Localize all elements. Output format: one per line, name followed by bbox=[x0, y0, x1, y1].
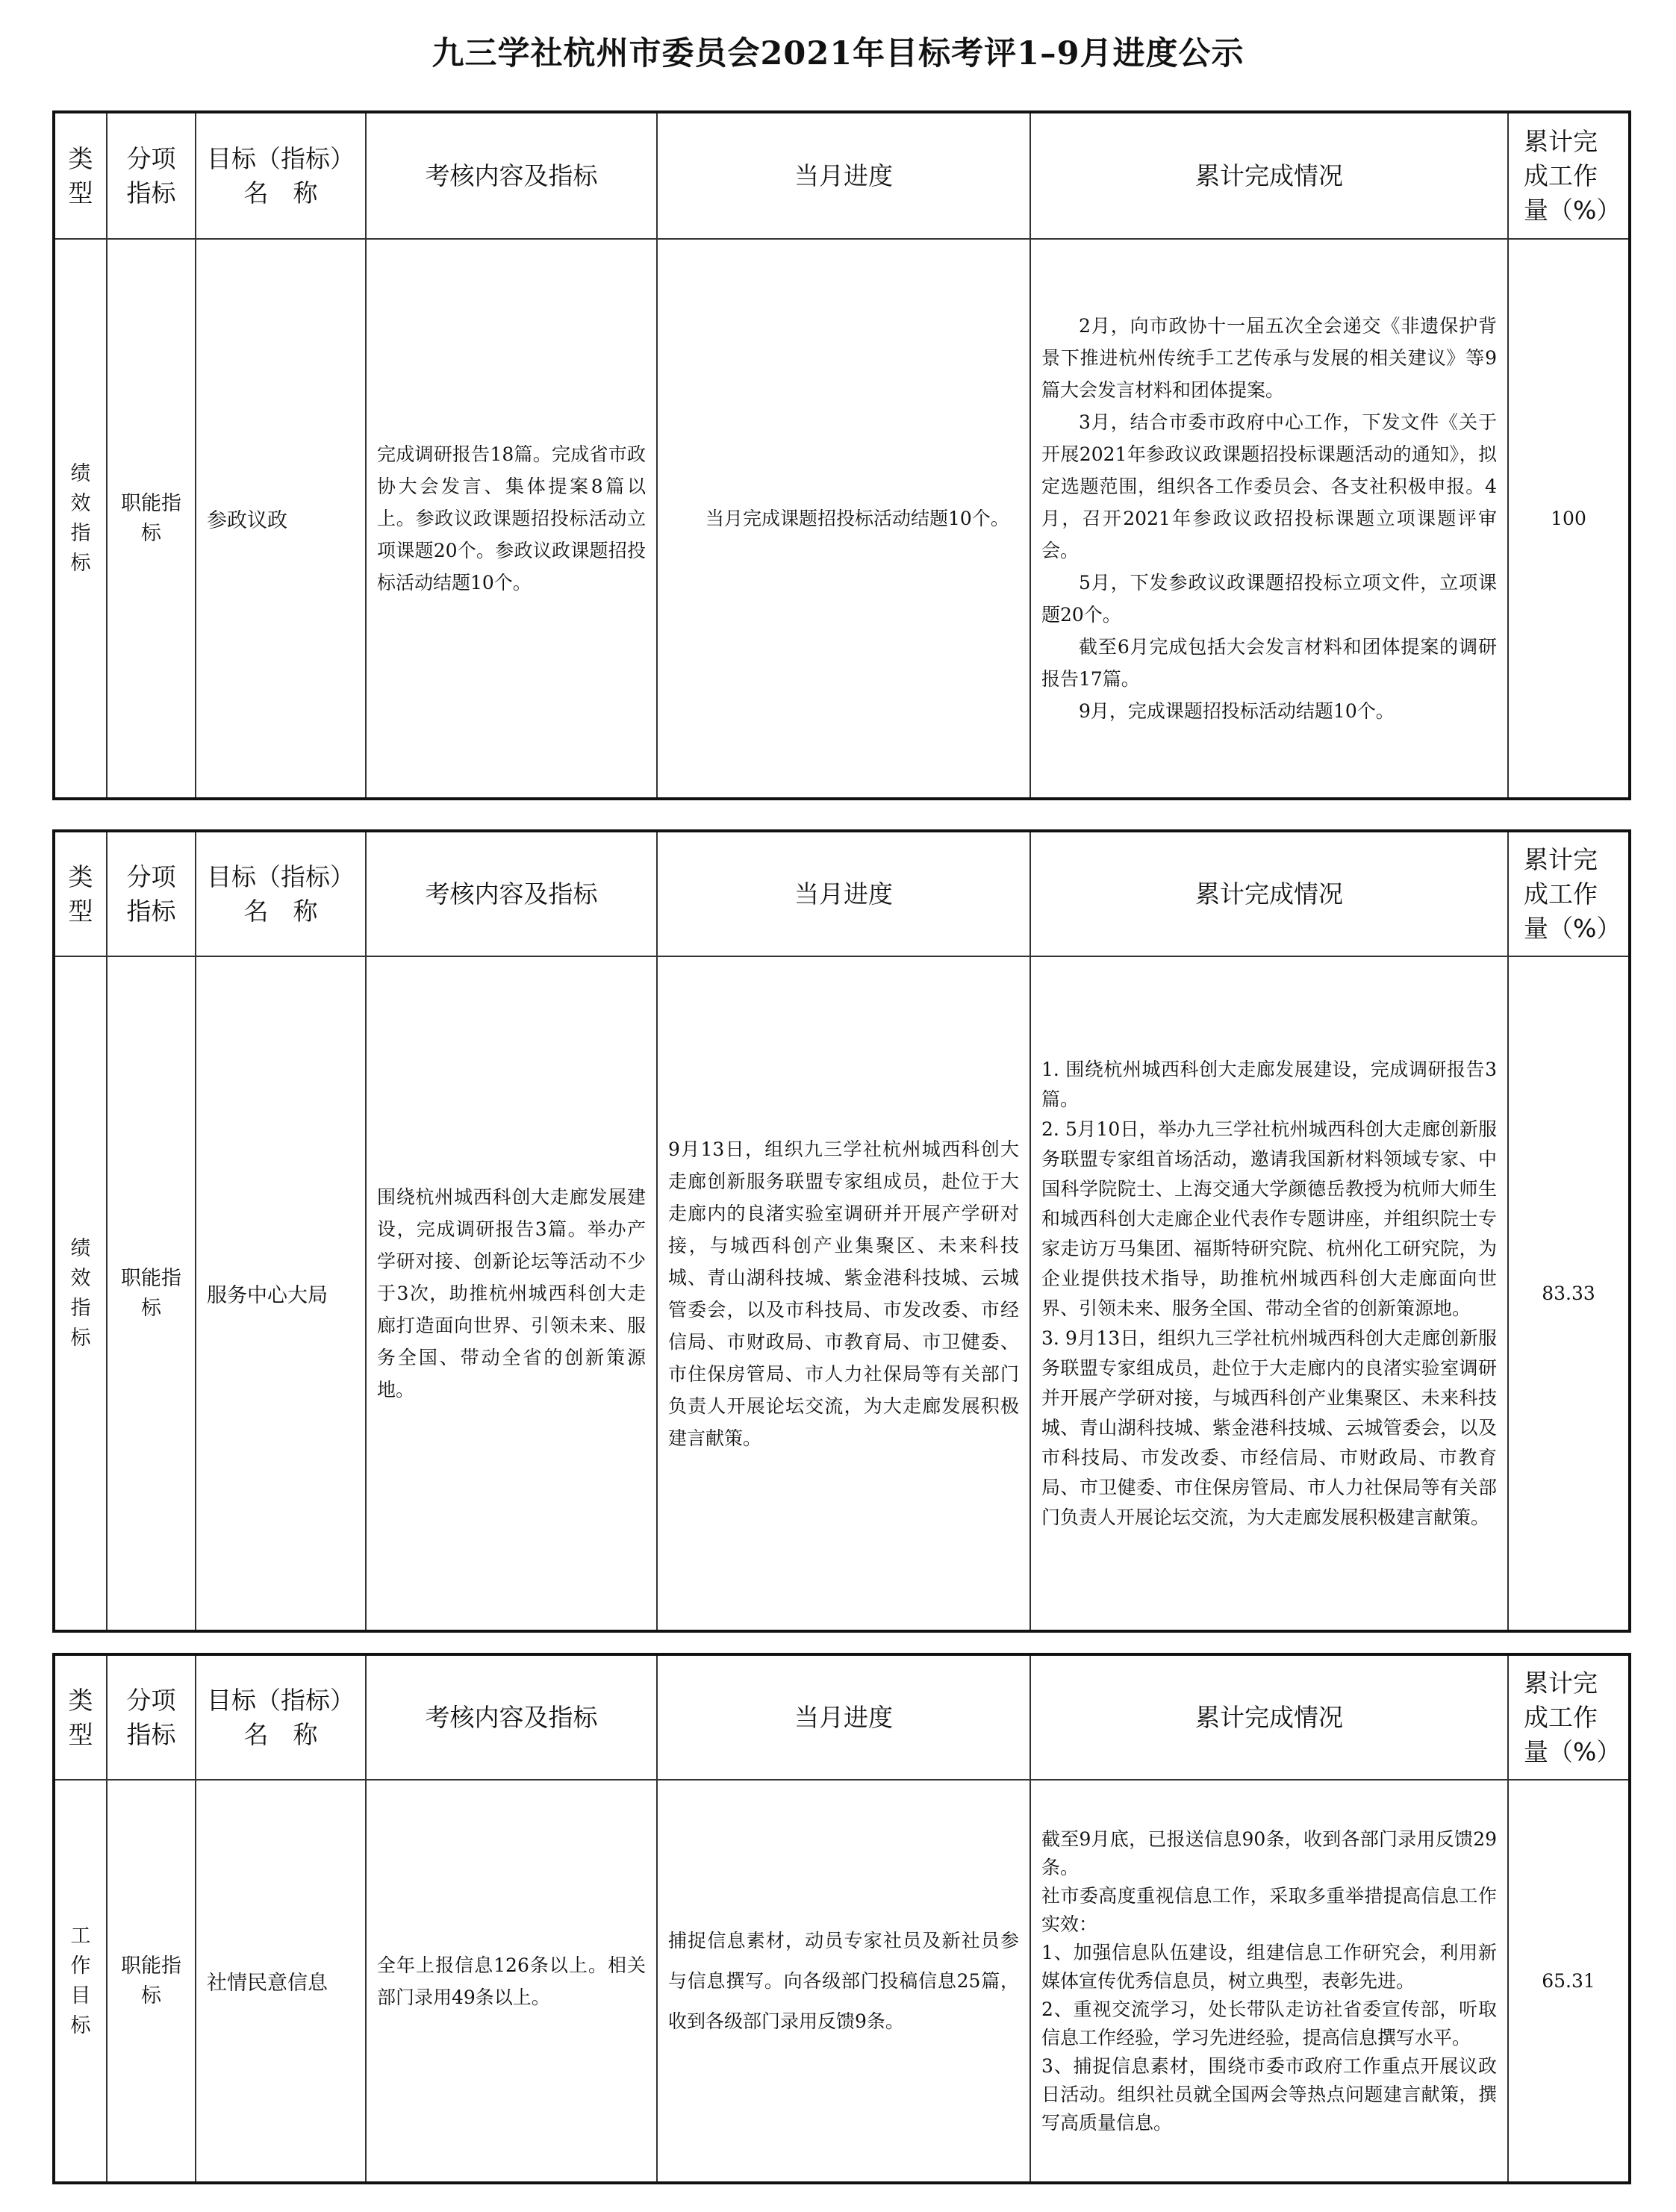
header-monthly-progress: 当月进度 bbox=[657, 1654, 1030, 1780]
header-type: 类 型 bbox=[54, 831, 107, 956]
cumulative-completion-cell: 截至9月底，已报送信息90条，收到各部门录用反馈29条。 社市委高度重视信息工作，采取多重举措提高信息工作实效： 1、加强信息队伍建设，组建信息工作研究会，利用新媒体宣传优秀信息员，树立典型，表彰先进。 2、重视交流学习，处长带队走访社省委宣传部，听取信息工作经验，学习先进经验，提高信息撰写水平。 3、捕捉信息素材，围绕市委市政府工作重点开展议政日活动。组织社员就全国两会等热点问题建言献策，撰写高质量信息。 bbox=[1030, 1780, 1508, 2183]
table-row bbox=[54, 239, 1630, 799]
header-monthly-progress: 当月进度 bbox=[657, 112, 1030, 239]
table-header-row bbox=[54, 1654, 1630, 1780]
header-sub-indicator: 分项 指标 bbox=[107, 1654, 196, 1780]
table-block-2 bbox=[52, 829, 1631, 1633]
header-completion-percent: 累计完 成工作 量（%） bbox=[1508, 831, 1630, 956]
header-cumulative-completion: 累计完成情况 bbox=[1030, 1654, 1508, 1780]
table-block-3 bbox=[52, 1653, 1631, 2184]
completion-percent-cell: 83.33 bbox=[1508, 956, 1630, 1631]
table-header-row bbox=[54, 112, 1630, 239]
table-block-1 bbox=[52, 110, 1631, 800]
cumulative-completion-cell: 2月，向市政协十一届五次全会递交《非遗保护背景下推进杭州传统手工艺传承与发展的相关建议》等9篇大会发言材料和团体提案。 3月，结合市委市政府中心工作，下发文件《关于开展2021年参政议政课题招投标课题活动的通知》，拟定选题范围，组织各工作委员会、各支社积极申报。4月，召开2021年参政议政招投标课题立项课题评审会。 5月，下发参政议政课题招投标立项文件，立项课题20个。 截至6月完成包括大会发言材料和团体提案的调研报告17篇。 9月，完成课题招投标活动结题10个。 bbox=[1030, 239, 1508, 799]
monthly-progress-cell: 当月完成课题招投标活动结题10个。 bbox=[657, 239, 1030, 799]
completion-percent-cell: 100 bbox=[1508, 239, 1630, 799]
assessment-content-cell: 围绕杭州城西科创大走廊发展建设，完成调研报告3篇。举办产学研对接、创新论坛等活动不少于3次，助推杭州城西科创大走廊打造面向世界、引领未来、服务全国、带动全省的创新策源地。 bbox=[366, 956, 657, 1631]
completion-percent-cell: 65.31 bbox=[1508, 1780, 1630, 2183]
cumulative-completion-cell: 1. 围绕杭州城西科创大走廊发展建设，完成调研报告3篇。 2. 5月10日，举办九三学社杭州城西科创大走廊创新服务联盟专家组首场活动，邀请我国新材料领域专家、中国科学院院士、上海交通大学颜德岳教授为杭师大师生和城西科创大走廊企业代表作专题讲座，并组织院士专家走访万马集团、福斯特研究院、杭州化工研究院，为企业提供技术指导，助推杭州城西科创大走廊面向世界、引领未来、服务全国、带动全省的创新策源地。 3. 9月13日，组织九三学社杭州城西科创大走廊创新服务联盟专家组成员，赴位于大走廊内的良渚实验室调研并开展产学研对接，与城西科创产业集聚区、未来科技城、青山湖科技城、紫金港科技城、云城管委会，以及市科技局、市发改委、市经信局、市财政局、市教育局、市卫健委、市住保房管局、市人力社保局等有关部门负责人开展论坛交流，为大走廊发展积极建言献策。 bbox=[1030, 956, 1508, 1631]
header-cumulative-completion: 累计完成情况 bbox=[1030, 831, 1508, 956]
header-cumulative-completion: 累计完成情况 bbox=[1030, 112, 1508, 239]
header-sub-indicator: 分项 指标 bbox=[107, 112, 196, 239]
header-assessment-content: 考核内容及指标 bbox=[366, 831, 657, 956]
header-completion-percent: 累计完 成工作 量（%） bbox=[1508, 112, 1630, 239]
type-cell: 工 作 目 标 bbox=[54, 1780, 107, 2183]
table-header-row bbox=[54, 831, 1630, 956]
type-cell: 绩 效 指 标 bbox=[54, 956, 107, 1631]
header-completion-percent: 累计完 成工作 量（%） bbox=[1508, 1654, 1630, 1780]
monthly-progress-cell: 捕捉信息素材，动员专家社员及新社员参与信息撰写。向各级部门投稿信息25篇，收到各级部门录用反馈9条。 bbox=[657, 1780, 1030, 2183]
page-title: 九三学社杭州市委员会2021年目标考评1–9月进度公示 bbox=[432, 35, 1244, 72]
target-name-cell: 社情民意信息 bbox=[196, 1780, 366, 2183]
header-assessment-content: 考核内容及指标 bbox=[366, 112, 657, 239]
header-sub-indicator: 分项 指标 bbox=[107, 831, 196, 956]
assessment-content-cell: 全年上报信息126条以上。相关部门录用49条以上。 bbox=[366, 1780, 657, 2183]
sub-indicator-cell: 职能指 标 bbox=[107, 1780, 196, 2183]
sub-indicator-cell: 职能指 标 bbox=[107, 956, 196, 1631]
assessment-content-cell: 完成调研报告18篇。完成省市政协大会发言、集体提案8篇以上。参政议政课题招投标活动立项课题20个。参政议政课题招投标活动结题10个。 bbox=[366, 239, 657, 799]
header-target-name: 目标（指标） 名 称 bbox=[196, 1654, 366, 1780]
table-row bbox=[54, 1780, 1630, 2183]
header-target-name: 目标（指标） 名 称 bbox=[196, 831, 366, 956]
target-name-cell: 参政议政 bbox=[196, 239, 366, 799]
header-target-name: 目标（指标） 名 称 bbox=[196, 112, 366, 239]
sub-indicator-cell: 职能指 标 bbox=[107, 239, 196, 799]
header-type: 类 型 bbox=[54, 112, 107, 239]
header-monthly-progress: 当月进度 bbox=[657, 831, 1030, 956]
monthly-progress-cell: 9月13日，组织九三学社杭州城西科创大走廊创新服务联盟专家组成员，赴位于大走廊内的良渚实验室调研并开展产学研对接，与城西科创产业集聚区、未来科技城、青山湖科技城、紫金港科技城、云城管委会，以及市科技局、市发改委、市经信局、市财政局、市教育局、市卫健委、市住保房管局、市人力社保局等有关部门负责人开展论坛交流，为大走廊发展积极建言献策。 bbox=[657, 956, 1030, 1631]
table-row bbox=[54, 956, 1630, 1631]
header-type: 类 型 bbox=[54, 1654, 107, 1780]
target-name-cell: 服务中心大局 bbox=[196, 956, 366, 1631]
type-cell: 绩 效 指 标 bbox=[54, 239, 107, 799]
header-assessment-content: 考核内容及指标 bbox=[366, 1654, 657, 1780]
